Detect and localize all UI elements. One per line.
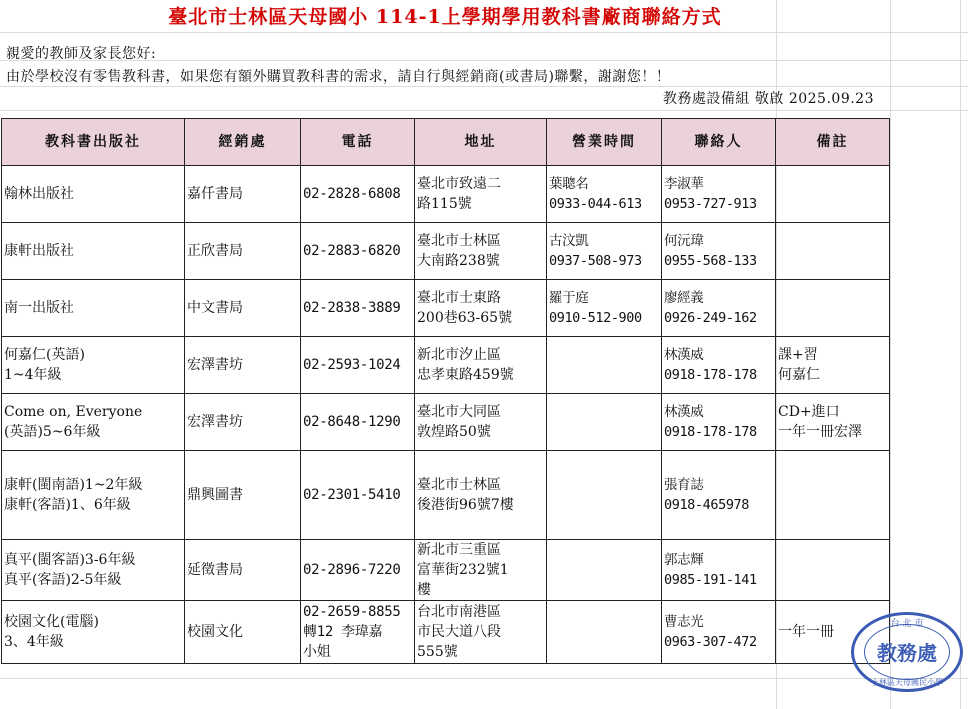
hours-cell-line: 0910-512-900 [549,310,642,326]
note-cell [776,223,890,280]
publisher-cell-line: 真平(閩客語)3-6年級 [4,552,136,568]
notice-line: 由於學校沒有零售教科書，如果您有額外購買教科書的需求，請自行與經銷商(或書局)聯繫，謝謝您！！ [6,69,671,85]
note-cell [776,166,890,223]
phone-cell [301,337,415,394]
contact-cell [662,166,776,223]
dealer-cell: 中文書局 [185,280,301,337]
contact-cell-line: 林漢威 [664,404,704,420]
contact-cell-line: 0985-191-141 [664,572,757,588]
phone-cell-line: 02-2896-7220 [303,562,401,578]
publisher-cell-line: 康軒(客語)1、6年級 [4,497,131,513]
address-cell-line: 後港街96號7樓 [417,497,514,513]
hours-cell [547,166,662,223]
phone-cell [301,280,415,337]
table-row [2,540,890,601]
header-hours: 營業時間 [547,119,662,166]
address-cell-line: 臺北市士林區 [417,477,501,493]
note-cell [776,451,890,540]
address-cell [415,451,547,540]
address-cell-line: 忠孝東路459號 [417,367,514,383]
table-row [2,601,890,664]
contact-cell [662,451,776,540]
address-cell [415,223,547,280]
contact-cell-line: 0955-568-133 [664,253,757,269]
address-cell [415,601,547,664]
publisher-cell [2,451,185,540]
publisher-cell-line: Come on, Everyone [4,404,143,420]
phone-cell [301,166,415,223]
seal-bottom-text: 士林區天母國民小學 [871,678,943,687]
contact-cell-line: 0918-465978 [664,497,750,513]
publisher-cell [2,337,185,394]
contact-cell-line: 郭志輝 [664,552,704,568]
table-header-row [2,119,890,166]
table-row [2,166,890,223]
phone-cell [301,451,415,540]
hours-cell [547,540,662,601]
address-cell-line: 台北市南港區 [417,604,501,620]
seal-center-text: 教務處 [877,641,937,665]
contact-cell-line: 0918-178-178 [664,367,757,383]
greeting-line: 親愛的教師及家長您好: [6,46,157,62]
publisher-cell-line: 南一出版社 [4,300,74,316]
publisher-cell-line: 3、4年級 [4,634,64,650]
contact-cell [662,540,776,601]
publisher-cell [2,280,185,337]
publisher-cell [2,394,185,451]
note-cell-line: 何嘉仁 [778,367,820,383]
contact-cell-line: 0926-249-162 [664,310,757,326]
contact-cell-line: 何沅瑋 [664,233,704,249]
hours-cell-line: 0933-044-613 [549,196,642,212]
publisher-cell-line: (英語)5~6年級 [4,424,101,440]
contact-cell-line: 林漢威 [664,347,704,363]
publisher-cell-line: 何嘉仁(英語) [4,347,85,363]
contact-cell-line: 0963-307-472 [664,634,757,650]
dealer-cell: 宏澤書坊 [185,394,301,451]
dealer-cell: 校園文化 [185,601,301,664]
address-cell [415,280,547,337]
hours-cell [547,601,662,664]
contact-cell-line: 李淑華 [664,176,704,192]
contact-cell-line: 曹志光 [664,614,704,630]
address-cell-line: 新北市汐止區 [417,347,501,363]
header-phone: 電話 [301,119,415,166]
note-cell-line: 課+習 [778,347,818,363]
contact-cell [662,394,776,451]
address-cell-line: 大南路238號 [417,253,500,269]
address-cell [415,540,547,601]
address-cell-line: 路115號 [417,196,472,212]
dealer-cell: 鼎興圖書 [185,451,301,540]
publisher-cell [2,601,185,664]
note-cell [776,540,890,601]
phone-cell [301,223,415,280]
table-row [2,223,890,280]
dealer-cell: 正欣書局 [185,223,301,280]
contact-cell-line: 0918-178-178 [664,424,757,440]
header-address: 地址 [415,119,547,166]
address-cell-line: 臺北市士林區 [417,233,501,249]
address-cell-line: 樓 [417,582,431,598]
address-cell-line: 555號 [417,644,458,660]
hours-cell [547,451,662,540]
contact-cell-line: 廖經義 [664,290,704,306]
address-cell-line: 富華街232號1 [417,562,509,578]
note-cell [776,337,890,394]
table-row [2,451,890,540]
contact-cell-line: 0953-727-913 [664,196,757,212]
phone-cell-line: 小姐 [303,644,331,660]
phone-cell-line: 02-2838-3889 [303,300,401,316]
dealer-cell: 延徵書局 [185,540,301,601]
phone-cell-line: 02-2659-8855 [303,604,401,620]
hours-cell [547,280,662,337]
phone-cell [301,540,415,601]
publisher-cell-line: 翰林出版社 [4,186,74,202]
hours-cell [547,337,662,394]
publisher-cell-line: 校園文化(電腦) [4,614,99,630]
address-cell-line: 臺北市致遠二 [417,176,501,192]
publisher-cell [2,540,185,601]
table-row [2,337,890,394]
contact-cell [662,601,776,664]
note-cell-line: 一年一冊宏澤 [778,424,862,440]
address-cell-line: 臺北市士東路 [417,290,501,306]
hours-cell-line: 古汶凱 [549,233,589,249]
phone-cell [301,601,415,664]
contact-cell [662,223,776,280]
address-cell-line: 市民大道八段 [417,624,501,640]
table-row [2,280,890,337]
note-cell-line: 一年一冊 [778,624,834,640]
hours-cell-line: 0937-508-973 [549,253,642,269]
contact-table [1,118,890,664]
phone-cell-line: 02-2883-6820 [303,243,401,259]
address-cell [415,394,547,451]
seal-top-text: 台 北 市 [890,619,924,629]
header-note: 備註 [776,119,890,166]
phone-cell-line: 轉12 李瑋嘉 [303,624,383,640]
address-cell [415,337,547,394]
address-cell-line: 200巷63-65號 [417,310,513,326]
publisher-cell-line: 1~4年級 [4,367,62,383]
phone-cell-line: 02-2593-1024 [303,357,401,373]
address-cell-line: 新北市三重區 [417,542,501,558]
publisher-cell [2,223,185,280]
hours-cell-line: 葉聰名 [549,176,589,192]
contact-cell [662,337,776,394]
table-row [2,394,890,451]
address-cell [415,166,547,223]
address-cell-line: 臺北市大同區 [417,404,501,420]
signature-line: 教務處設備組 敬啟 2025.09.23 [662,91,874,107]
publisher-cell-line: 康軒(閩南語)1~2年級 [4,477,143,493]
dealer-cell: 宏澤書坊 [185,337,301,394]
contact-cell [662,280,776,337]
hours-cell-line: 羅于庭 [549,290,589,306]
note-cell-line: CD+進口 [778,404,840,420]
publisher-cell [2,166,185,223]
note-cell [776,280,890,337]
hours-cell [547,223,662,280]
phone-cell-line: 02-2828-6808 [303,186,401,202]
phone-cell-line: 02-2301-5410 [303,487,401,503]
publisher-cell-line: 真平(客語)2-5年級 [4,572,122,588]
address-cell-line: 敦煌路50號 [417,424,491,440]
contact-cell-line: 張育誌 [664,477,704,493]
header-contact: 聯絡人 [662,119,776,166]
publisher-cell-line: 康軒出版社 [4,243,74,259]
note-cell [776,394,890,451]
school-seal [851,612,963,692]
dealer-cell: 嘉仟書局 [185,166,301,223]
header-publisher: 教科書出版社 [2,119,185,166]
header-dealer: 經銷處 [185,119,301,166]
phone-cell [301,394,415,451]
page-title: 臺北市士林區天母國小 114-1上學期學用教科書廠商聯絡方式 [168,6,722,28]
phone-cell-line: 02-8648-1290 [303,414,401,430]
hours-cell [547,394,662,451]
